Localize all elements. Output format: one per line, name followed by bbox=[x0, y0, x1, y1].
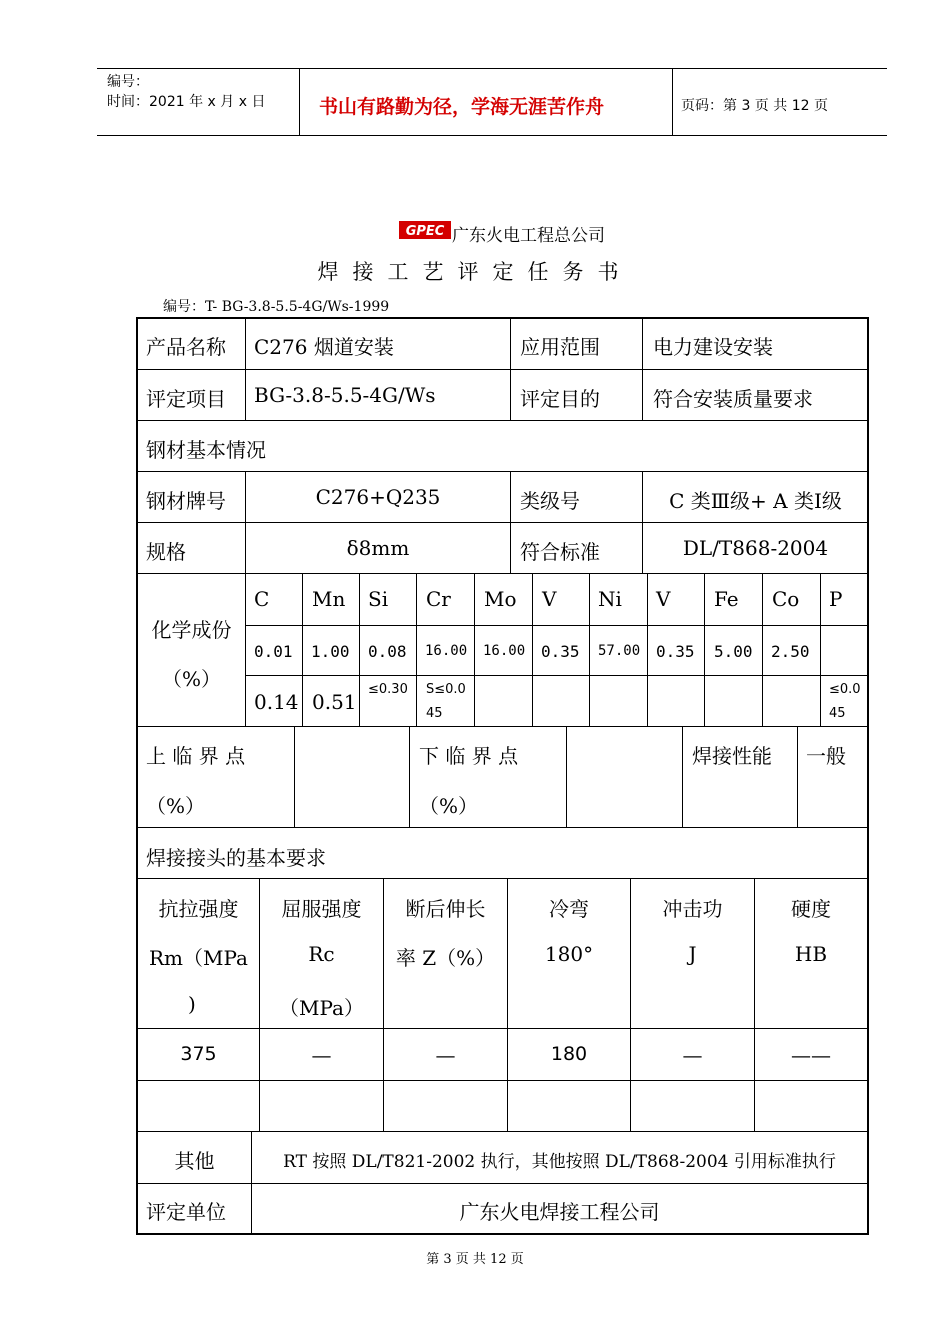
chem-r2-mn: 0.51 bbox=[312, 690, 357, 714]
yield-header-3: （MPa） bbox=[279, 996, 364, 1020]
chem-label: 化学成份 bbox=[151, 618, 232, 642]
spec-label: 规格 bbox=[146, 540, 186, 564]
upper-critical-label: 上 临 界 点 bbox=[146, 744, 246, 768]
chem-r2-cr: S≤0.045 bbox=[426, 682, 466, 721]
unit-label: 评定单位 bbox=[146, 1200, 226, 1224]
vrule-chem-1 bbox=[302, 573, 303, 726]
steel-section-heading: 钢材基本情况 bbox=[146, 438, 266, 462]
vrule-chem-5 bbox=[532, 573, 533, 726]
hardness-header-2: HB bbox=[794, 942, 828, 966]
chem-r1-v: 0.35 bbox=[541, 642, 580, 661]
vrule-r4a bbox=[245, 471, 246, 726]
tensile-header-1: 抗拉强度 bbox=[158, 897, 239, 921]
bend-header-1: 冷弯 bbox=[549, 897, 589, 921]
header-divider-right bbox=[672, 68, 673, 136]
document-number: 编号：T- BG-3.8-5.5-4G/Ws-1999 bbox=[163, 299, 390, 315]
yield-header-1: 屈服强度 bbox=[281, 897, 362, 921]
vrule-chem-7 bbox=[647, 573, 648, 726]
other-label: 其他 bbox=[174, 1149, 215, 1173]
header-divider-left bbox=[299, 68, 300, 136]
vrule-chem-10 bbox=[820, 573, 821, 726]
company-name: 广东火电工程总公司 bbox=[452, 226, 605, 246]
impact-header-2: J bbox=[688, 942, 697, 966]
vrule-chem-3 bbox=[416, 573, 417, 726]
header-time: 时间：2021 年 x 月 x 日 bbox=[107, 94, 266, 110]
element-ni: Ni bbox=[598, 587, 622, 611]
item-value: BG-3.8-5.5-4G/Ws bbox=[254, 383, 436, 407]
joint-section-heading: 焊接接头的基本要求 bbox=[146, 846, 326, 870]
element-cr: Cr bbox=[426, 587, 451, 611]
scope-label: 应用范围 bbox=[520, 335, 600, 359]
chem-r1-cr: 16.00 bbox=[425, 643, 468, 659]
element-co: Co bbox=[772, 587, 800, 611]
rule-row12 bbox=[136, 1183, 869, 1184]
rule-row10 bbox=[136, 1080, 869, 1081]
lower-critical-label: 下 临 界 点 bbox=[419, 744, 519, 768]
vrule-r4b bbox=[510, 471, 511, 573]
chem-r2-si: ≤0.30 bbox=[368, 682, 408, 697]
product-label: 产品名称 bbox=[146, 335, 226, 359]
header-number: 编号： bbox=[107, 74, 149, 90]
vrule-crit-2 bbox=[409, 726, 410, 827]
hardness-value: —— bbox=[791, 1043, 831, 1067]
weldability-label: 焊接性能 bbox=[692, 744, 772, 768]
steel-grade-label: 钢材牌号 bbox=[146, 489, 226, 513]
rule-chem-a bbox=[245, 625, 869, 626]
rule-row9 bbox=[136, 1028, 869, 1029]
element-mo: Mo bbox=[484, 587, 517, 611]
class-label: 类级号 bbox=[520, 489, 580, 513]
bend-header-2: 180° bbox=[544, 942, 594, 966]
upper-critical-unit: （%） bbox=[146, 794, 206, 818]
impact-value: — bbox=[682, 1043, 703, 1067]
vrule-crit-1 bbox=[294, 726, 295, 827]
vrule-crit-4 bbox=[682, 726, 683, 827]
rule-row6 bbox=[136, 726, 869, 727]
chem-r1-mo: 16.00 bbox=[483, 643, 526, 659]
chem-r2-p: ≤0.045 bbox=[829, 682, 861, 721]
vrule-chem-4 bbox=[474, 573, 475, 726]
rule-row11 bbox=[136, 1131, 869, 1132]
vrule-chem-9 bbox=[762, 573, 763, 726]
vrule-chem-8 bbox=[704, 573, 705, 726]
yield-header-2: Rc bbox=[308, 942, 335, 966]
spec-value: δ8mm bbox=[346, 536, 410, 560]
tensile-header-2: Rm（MPa bbox=[149, 946, 248, 970]
border-right bbox=[867, 317, 869, 1235]
header-bottom-rule bbox=[97, 135, 887, 136]
element-fe: Fe bbox=[714, 587, 739, 611]
vrule-chem-6 bbox=[589, 573, 590, 726]
chem-r2-c: 0.14 bbox=[254, 690, 299, 714]
unit-value: 广东火电焊接工程公司 bbox=[459, 1200, 660, 1224]
standard-label: 符合标准 bbox=[520, 540, 600, 564]
header-top-rule bbox=[97, 68, 887, 69]
chem-unit: （%） bbox=[161, 667, 221, 691]
item-label: 评定项目 bbox=[146, 387, 226, 411]
bend-value: 180 bbox=[550, 1043, 588, 1065]
rule-row8 bbox=[136, 878, 869, 879]
tensile-value: 375 bbox=[180, 1043, 217, 1065]
elongation-header-1: 断后伸长 bbox=[405, 897, 486, 921]
vrule-r1a bbox=[245, 317, 246, 420]
task-table bbox=[136, 317, 869, 1234]
elongation-value: — bbox=[435, 1043, 456, 1067]
steel-grade-value: C276+Q235 bbox=[315, 485, 441, 509]
yield-value: — bbox=[311, 1043, 332, 1067]
element-c: C bbox=[254, 587, 270, 611]
logo-text: GPEC bbox=[405, 224, 445, 239]
vrule-crit-3 bbox=[566, 726, 567, 827]
element-p: P bbox=[829, 587, 843, 611]
vrule-crit-5 bbox=[797, 726, 798, 827]
document-title: 焊接工艺评定任务书 bbox=[317, 260, 633, 284]
rule-chem-b bbox=[245, 675, 869, 676]
border-left bbox=[136, 317, 138, 1235]
product-value: C276 烟道安装 bbox=[254, 335, 394, 359]
element-mn: Mn bbox=[312, 587, 346, 611]
lower-critical-unit: （%） bbox=[419, 794, 479, 818]
element-v2: V bbox=[656, 587, 671, 611]
impact-header-1: 冲击功 bbox=[662, 897, 723, 921]
purpose-label: 评定目的 bbox=[520, 387, 600, 411]
tensile-header-3: ) bbox=[188, 992, 196, 1016]
vrule-r1c bbox=[642, 317, 643, 420]
chem-r1-fe: 5.00 bbox=[714, 642, 753, 661]
class-value: C 类Ⅲ级+ A 类Ⅰ级 bbox=[669, 489, 842, 513]
chem-r1-co: 2.50 bbox=[771, 642, 810, 661]
chem-r1-c: 0.01 bbox=[254, 642, 293, 661]
element-v: V bbox=[542, 587, 557, 611]
rule-row2 bbox=[136, 420, 869, 421]
weldability-value: 一般 bbox=[806, 744, 846, 768]
header-page-info: 页码：第 3 页 共 12 页 bbox=[681, 98, 828, 114]
vrule-chem-2 bbox=[359, 573, 360, 726]
header-motto: 书山有路勤为径，学海无涯苦作舟 bbox=[319, 96, 605, 118]
elongation-header-2: 率 Z（%） bbox=[395, 946, 496, 970]
chem-r1-mn: 1.00 bbox=[311, 642, 350, 661]
company-logo bbox=[399, 219, 451, 241]
chem-r1-ni: 57.00 bbox=[598, 643, 641, 659]
rule-row7 bbox=[136, 827, 869, 828]
border-bottom bbox=[136, 1233, 869, 1235]
hardness-header-1: 硬度 bbox=[791, 897, 831, 921]
vrule-r1b bbox=[510, 317, 511, 420]
element-si: Si bbox=[368, 587, 389, 611]
scope-value: 电力建设安装 bbox=[653, 335, 773, 359]
page-footer: 第 3 页 共 12 页 bbox=[426, 1252, 524, 1267]
purpose-value: 符合安装质量要求 bbox=[653, 387, 813, 411]
standard-value: DL/T868-2004 bbox=[682, 536, 829, 560]
chem-r1-v2: 0.35 bbox=[656, 642, 695, 661]
chem-r1-si: 0.08 bbox=[368, 642, 407, 661]
other-value: RT 按照 DL/T821-2002 执行，其他按照 DL/T868-2004 引用标准执行 bbox=[283, 1152, 836, 1172]
